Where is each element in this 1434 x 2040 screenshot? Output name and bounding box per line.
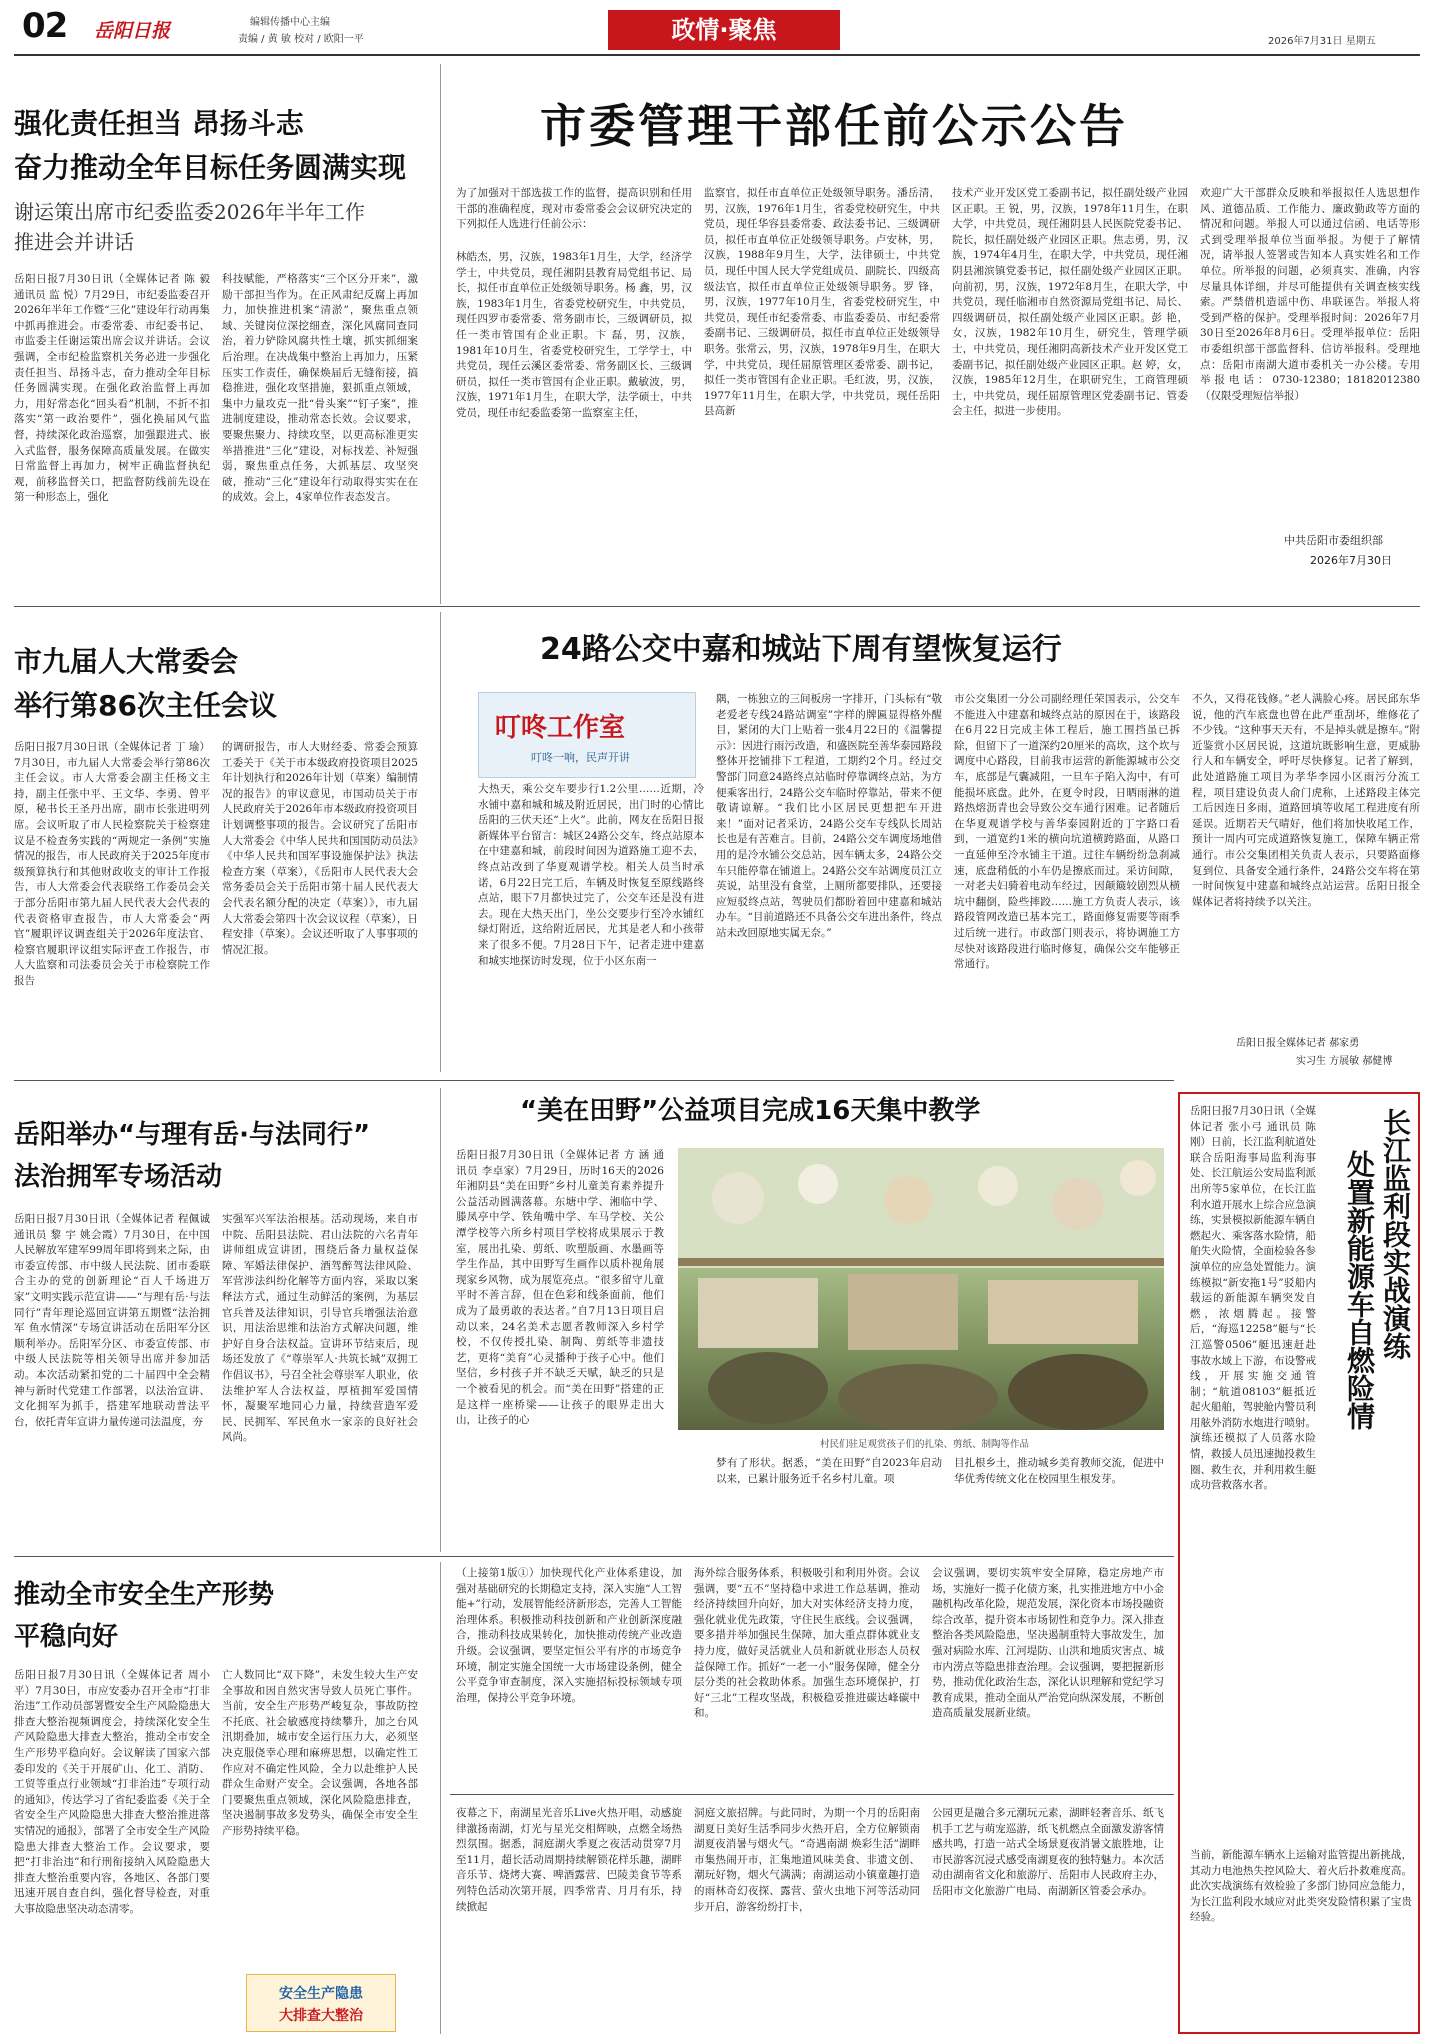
page-number: 02 [22,6,68,46]
a5-column: 不久，又得花钱修。”老人满脸心疼。居民邱东华说，他的汽车底盘也曾在此严重刮坏，维修花了不少钱。“这种事天天有，不是掉头就是擦车。”附近鉴赏小区居民说，这道坑既影响生意，更威胁行人和车辆安全，呼吁尽快修复。记者了解到，此处道路施工项目为孝华李园小区雨污分流工程，项目建设负责人俞门虎称，上述路段主体完工后因连日多雨，道路回填等收尾工程进度有所延误。近期若天气晴好，他们将加快收尾工作，预计一周内可完成道路恢复施工，保障车辆正常通行。市公交集团相关负责人表示，只要路面修复到位、具备安全通行条件，24路公交车将在第一时间恢复中建嘉和城终点站运营。岳阳日报全媒体记者将持续予以关注。 [1192,693,1420,908]
a9-title-line2: 平稳向好 [14,1622,119,1652]
a11-column-2: 洞庭文旅招牌。与此同时，为期一个月的岳阳南湖夏日美好生活季同步火热开启，全方位解锁南湖夏夜消暑与烟火气。“奇遇南湖 焕彩生活”湖畔市集热闹开市，汇集地道风味美食、非遗文创、潮玩好物，烟火气满满；南湖运动小镇童趣打造的雨林奇幻夜探、露营、萤火虫地下河等活动同步开启，游客纷纷打卡， [694,1807,920,1913]
a3-column-1: 岳阳日报7月30日讯（全媒体记者 丁 瑜）7月30日，市九届人大常委会举行第86次主任会议。市人大常委会副主任杨文主持，副主任张中平、王文华、李勇、曾平原，秘书长王圣丹出席，副市长张进明列席。会议听取了市人民检察院关于检察建议是不检查务实践的“两规定一条例”实施情况的报告，市人民政府关于2025年度市级预算执行和其他财政收支的审计工作报告，市人大常委会代表联络工作委员会关于部分岳阳市第九届人民代表大会代表的代表资格审查报告，市人大常委会“两官”履职评议调查组关于2026年度法官、检察官履职评议组实际评查工作报告，市人大监察和司法委员会关于市检察院工作报告 [14,741,210,987]
a4-column-logo [478,692,696,778]
a9-logo-line2: 大排查大整治 [279,2008,363,2024]
a8-column-1: 岳阳日报7月30日讯（全媒体记者 张小弓 通讯员 陈刚）日前，长江监利航道处联合岳阳海事局监利海事处、长江航运公安局监利派出所等5家单位，在长江监利水道开展水上综合应急演练，实景模拟新能源车辆自燃起火、乘客落水险情，船舶失火险情，全面检验各参演单位的应急处置能力。演练模拟“新安拖1号”驳船内载运的新能源车辆突发自燃，浓烟腾起。接警后，“海巡12258”艇与“长江巡警0506”艇迅速赶赴事故水域上下游，布设警戒线，开展实施交通管制；“航道08103”艇抵近起火船舶，驾驶舱内警员利用舷外消防水炮进行喷射。演练还模拟了人员落水险情，救援人员迅速抛投救生圈、救生衣，并利用救生艇成功营救落水者。 [1190,1105,1316,1492]
a6-column-2: 实强军兴军法治根基。活动现场，来自市中院、岳阳县法院、君山法院的六名青年讲师组成宣讲团，围绕后备力量权益保障、军婚法律保护、酒驾醉驾法律风险、军营涉法纠纷化解等方面内容，采取以案释法方式，通过生动鲜活的案例，为基层官兵普及法律知识，引导官兵增强法治意识，用法治思维和法治方式解决问题，维护好自身合法权益。宣讲环节结束后，现场还发放了《“尊崇军人·共筑长城”双拥工作倡议书》，号召全社会尊崇军人职业，依法维护军人合法权益，厚植拥军爱国情怀，凝聚军地同心力量，持续营造军爱民、民拥军、军民鱼水一家亲的良好社会风尚。 [222,1213,418,1444]
a7-column-2: 梦有了形状。据悉，“美在田野”自2023年启动以来，已累计服务近千名乡村儿童。项 [716,1457,942,1485]
a2-signature-org: 中共岳阳市委组织部 [1284,534,1383,547]
a9-logo-line1: 安全生产隐患 [279,1986,363,2002]
a2-signature-date: 2026年7月30日 [1310,554,1392,567]
a8-column-2: 当前，新能源车辆水上运输对监管提出新挑战，其动力电池热失控风险大、着火后扑救难度高。此次实战演练有效检验了多部门协同应急能力，为长江监利段水域应对此类突发险情积累了宝贵经验。 [1190,1849,1412,1924]
a9-column-1: 岳阳日报7月30日讯（全媒体记者 周小平）7月30日，市应安委办召开全市“打非治违”工作动员部署暨安全生产风险隐患大排查大整治视频调度会，持续深化安全生产风险隐患大排查大整治，推动全市安全生产形势平稳向好。会议解读了国家六部委印发的《关于开展矿山、化工、消防、工贸等重点行业领域“打非治违”专项行动的通知》，传达学习了省纪委监委《关于全省安全生产风险隐患大排查大整治推进落实情况的通报》，部署了全市安全生产风险隐患大排查大整治工作。会议要求，要把“打非治违”和行刑衔接纳入风险隐患大排查大整治重要内容，各地区、各部门要迅速开展自查自纠，强化督导检查，对重大事故隐患坚决动态清零。 [14,1669,210,1915]
editor-line: 编辑传播中心主编 [250,17,330,28]
a1-subtitle-line2: 推进会并讲话 [14,230,134,254]
a9-column-2: 亡人数同比“双下降”，未发生较大生产安全事故和因自然灾害导致人员死亡事件。当前，安全生产形势严峻复杂，事故防控不托底、社会敏感度持续攀升，加之台风汛期叠加，城市安全运行压力大，必须坚决克服侥幸心理和麻痹思想，以确定性工作应对不确定性风险，全力以赴维护人民群众生命财产安全。会议强调，各地各部门要聚焦重点领域，深化风险隐患排查，坚决遏制事故多发势头，确保全市安全生产形势持续平稳。 [222,1669,418,1837]
a5-credit-line2: 实习生 方展敏 郝健博 [1296,1056,1393,1067]
a3-column-2: 的调研报告，市人大财经委、常委会预算工委关于《关于市本级政府投资项目2025年计划执行和2026年计划（草案）编制情况的报告》的审议意见，市国动员关于市人民政府关于2026年市本级政府投资项目计划调整事项的报告。会议研究了岳阳市人大常委会《中华人民共和国国防动员法》《中华人民共和国军事设施保护法》执法检查方案（草案），《岳阳市人民代表大会常务委员会关于岳阳市第十届人民代表大会代表名额分配的决定（草案）》，市九届人大常委会第四十次会议议程（草案），日程安排（草案）。会议还听取了人事事项的情况汇报。 [222,741,418,956]
a2-title: 市委管理干部任前公示公告 [540,99,1128,153]
a7-photo-caption: 村民们驻足观赏孩子们的扎染、剪纸、制陶等作品 [820,1439,1030,1450]
divider [14,1080,1174,1081]
a5-credit-line1: 岳阳日报全媒体记者 郝家勇 [1236,1038,1360,1049]
a4-title: 24路公交中嘉和城站下周有望恢复运行 [540,632,1062,667]
a1-title-line2: 奋力推动全年目标任务圆满实现 [14,151,407,184]
divider [440,1562,441,2034]
a10-column-1: （上接第1版①）加快现代化产业体系建设，加强对基础研究的长期稳定支持，深入实施“人工智能+”行动，发展智能经济新形态，完善人工智能治理体系。积极推动科技创新和产业创新深度融合，推动科技成果转化，加快推动传统产业改造升级。会议强调，要坚定恒公平有序的市场竞争环境，制定实施全国统一大市场建设条例，健全公平竞争审查制度，深入实施招标投标领域专项治理，保持公平竞争环境。 [456,1567,682,1704]
divider [14,606,1420,607]
a11-column-1: 夜幕之下，南湖星光音乐Live火热开唱，动感旋律激扬南湖，灯光与星光交相辉映，点燃全场热烈氛围。据悉，洞庭湖火季夏之夜活动贯穿7月至11月，超长活动周期持续解锁花样乐趣，湖畔音乐节、烧烤大赛、啤酒露营、巴陵美食节等系列特色活动次第开展，四季常青、月月有乐，持续掀起 [456,1807,682,1913]
staff-line: 责编 / 黄 敏 校对 / 欧阳一平 [238,34,364,45]
a4-column-1: 大热天，乘公交车要步行1.2公里……近期，冷水铺中嘉和城和城及附近居民，出门时的心情比岳阳的三伏天还“上火”。此前，网友在岳阳日报新媒体平台留言：城区24路公交车，终点站原本在中建嘉和城，前段时间因为道路施工迎不去，终点站改到了华夏观谱学校。相关人员当时承诺，6月22日完工后，车辆及时恢复至原线路终点站，眼下7月都快过完了，公交车还是没有进去。现在大热天出门，坐公交要步行至冷水铺红绿灯附近，这给附近居民，尤其是老人和小孩带来了很多不便。7月28日下午，记者走进中建嘉和城实地探访时发现，位于小区东南一 [478,783,704,967]
divider [440,64,441,604]
a10-column-2: 海外综合服务体系，积极吸引和利用外资。会议强调，要“五不”坚持稳中求进工作总基调，推动经济持续回升向好，加大对实体经济支持力度，强化就业优先政策，守住民生底线。会议强调，要多措并举加强民生保障，加大重点群体就业支持力度，做好灵活就业人员和新就业形态人员权益保障工作。抓好“一老一小”服务保障，健全分层分类的社会救助体系。加强生态环境保护，打好“三北”工程攻坚战，积极稳妥推进碳达峰碳中和。 [694,1567,920,1720]
issue-date: 2026年7月31日 星期五 [1268,36,1376,47]
a9-title-line1: 推动全市安全生产形势 [14,1580,275,1610]
a1-column-1: 岳阳日报7月30日讯（全媒体记者 陈 毅 通讯员 监 悦）7月29日，市纪委监委召开2026年半年工作暨“三化”建设年行动再集中抓再推进会。市委常委、市纪委书记、市监委主任谢运策出席会议并讲话。会议强调，全市纪检监察机关务必进一步强化责任担当、昂扬斗志，奋力推动全年目标任务圆满实现。在强化政治监督上再加力，用好常态化“回头看”机制，不折不扣落实“第一政治要件”，强化换届风气监督，持续深化政治巡察，加强跟进式、嵌入式监督，服务保障高质量发展。在做实日常监督上再加力，树牢正确监督执纪观，前移监督关口，把监督防线前先设在第一种形态上，强化 [14,273,210,504]
a7-title: “美在田野”公益项目完成16天集中教学 [520,1096,981,1126]
a10-column-3: 会议强调，要切实筑牢安全屏障，稳定房地产市场，实施好一揽子化债方案，扎实推进地方中小金融机构改革化险，规范发展，深化资本市场投融资综合改革，提升资本市场韧性和竞争力。深入排查整治各类风险隐患，坚决遏制重特大事故发生，加强对病险水库、江河堤防、山洪和地质灾害点、城市内涝点等隐患排查治理。会议强调，要把握新形势，推动优化政治生态，深化认识理解和党纪学习教育成果，推动全面从严治党向纵深发展，不断创造高质量发展新业绩。 [932,1567,1164,1720]
divider [14,1556,1174,1557]
a2-column-4: 欢迎广大干部群众反映和举报拟任人选思想作风、道德品质、工作能力、廉政勤政等方面的情况和问题。举报人可以通过信函、电话等形式到受理举报单位当面举报。为便于了解情况，请举报人签署或告知本人真实姓名和工作单位。所举报的问题，必须真实、准确，内容尽量具体详细，并尽可能提供有关调查核实线索。严禁借机造谣中伤、串联诬告。举报人将受到严格的保护。受理举报时间：2026年7月30日至2026年8月6日。受理举报单位：岳阳市委组织部干部监督科、信访举报科。受理地点：岳阳市南湖大道市委机关一办公楼。专用举报电话：0730-12380；18182012380（仅限受理短信举报） [1200,187,1420,402]
a2-column-3: 技术产业开发区党工委副书记，拟任副处级产业园区正职。王 锐，男，汉族，1978年11月生，在职大学，中共党员，现任湘阴县人民医院党委书记、院长，拟任副处级产业园区正职。焦志勇，男，汉族，1974年4月生，在职大学，中共党员，现任湘阴县湘滨镇党委书记，拟任副处级产业园区正职。向前初，男，汉族，1972年8月生，在职大学，中共党员，现任临湘市自然资源局党组书记、局长、四级调研员，拟任副处级产业园区正职。彭 艳，女，汉族，1982年10月生，研究生，管理学硕士，中共党员，现任湘阴高新技术产业开发区党工委副书记，拟任副处级产业园区正职。赵 婷，女，汉族，1985年12月生，在职研究生，工商管理硕士，中共党员，现任屈原管理区党委副书记、管委会主任，拟进一步使用。 [952,187,1188,418]
section-banner: 政情·聚焦 [608,10,840,50]
divider [440,1088,441,1552]
a6-title-line1: 岳阳举办“与理有岳·与法同行” [14,1120,371,1150]
a4-logo-subtitle: 叮咚一响，民声开讲 [531,751,630,764]
a6-title-line2: 法治拥军专场活动 [14,1162,223,1192]
a4-column-3: 市公交集团一分公司副经理任荣国表示，公交车不能进入中建嘉和城终点站的原因在于，该路段在6月22日完成主体工程后，施工围挡虽已拆除，但留下了一道深约20厘米的高坎，这个坎与调度中心路段，目前我市运营的新能源城市公交车，底部是气囊减阻，一旦车子陷入沟中，有可能损坏底盘。此外，在夏令时段，日晒雨淋的道路热熔沥青也会导致公交车通行困难。记者随后在华夏观谱学校与善华泰园附近的丁字路口看到，一道宽约1米的横向坑道横跨路面，从路口一直延伸至冷水铺主干道。过往车辆纷纷急刹减速，底盘稍低的小车仍是擦底而过。采访间隙，一对老夫妇骑着电动车经过，因颠簸较剧烈从横坑中翻倒，险些摔跤……施工方负责人表示，该路段管网改造已基本完工，路面修复需要等雨季过后统一进行。市政部门则表示，将协调施工方尽快对该路段进行临时修复，确保公交车能够正常通行。 [954,693,1180,971]
a9-logo [246,1974,396,2032]
masthead-rule [14,54,1420,56]
a8-title: 长江监利段实战演练 [1379,1108,1412,1360]
a3-title-line1: 市九届人大常委会 [14,645,239,678]
a7-column-3: 目扎根乡土，推动城乡美育教师交流，促进中华优秀传统文化在校园里生根发芽。 [954,1457,1164,1485]
a2-column-1: 林皓杰，男，汉族，1983年1月生，大学，经济学学士，中共党员，现任湘阴县教育局党组书记、局长，拟任市直单位正处级领导职务。杨 鑫，男，汉族，1983年1月生，省委党校研究生，中共党员，现任四罗市委常委、常务副市长，三级调研员，拟任一类市管国有企业正职。卞 磊，男，汉族，1981年10月生，省委党校研究生，工学学士，中共党员，现任云溪区委常委、常务副区长、三级调研员，拟任一类市管国有企业正职。戴敏波，男，汉族，1971年1月生，在职大学，法学硕士，中共党员，现任市纪委监委第一监察室主任， [456,251,692,419]
a6-column-1: 岳阳日报7月30日讯（全媒体记者 程佩诚 通讯员 黎 宇 姚会霞）7月30日，在中国人民解放军建军99周年即将到来之际，由市委宣传部、市中级人民法院、团市委联合主办的党的创新理论“百人千场进万家”文明实践示范宣讲——“与理有岳·与法同行”青年理论巡回宣讲第五期暨“法治拥军 鱼水情深”专场宣讲活动在岳阳军分区顺利举办。岳阳军分区、市委宣传部、市中级人民法院等相关领导出席并参加活动。本次活动紧扣党的二十届四中全会精神与新时代党建工作部署，以法治宣讲、文化拥军为抓手，搭建军地联动普法平台，依托青年宣讲力量传递司法温度，夯 [14,1213,210,1428]
a7-column-1: 岳阳日报7月30日讯（全媒体记者 方 涵 通讯员 李卓家）7月29日，历时16天的2026年湘阴县“美在田野”乡村儿童美育素养提升公益活动圆满落幕。东塘中学、湘临中学、滕凤亭中学、铁角嘴中学、车马学校、关公潭学校等六所乡村项目学校将成果展示于教室，展出扎染、剪纸、吹塑版画、水墨画等学生作品，其中田野写生画作以质朴视角展现家乡风物，成为展览亮点。“很多留守儿童平时不善言辞，但在色彩和线条面前，他们成为了最勇敢的表达者。”自7月13日项目启动以来，24名美术志愿者教师深入乡村学校，不仅传授扎染、制陶、剪纸等非遗技艺，更将“美育”心灵播种于孩子心中。他们坚信，乡村孩子并不缺乏天赋，缺乏的只是一个被看见的机会。而“美在田野”搭建的正是这样一座桥梁——让孩子的眼界走出大山，让孩子的心 [456,1149,664,1427]
a1-column-2: 科技赋能，严格落实“三个区分开来”，激励干部担当作为。在正风肃纪反腐上再加力，加快推进机案“清淤”，聚焦重点领域、关键岗位深挖细查，深化风腐同查同治，着力铲除风腐共性土壤，抓实抓细案后治理。在决战集中整治上再加力，压紧压实工作责任，确保焕届后无缝衔接，搞稳推进，强化攻坚措施，狠抓重点领域，集中力量攻克一批“骨头案”“钉子案”，推进制度建设，推动常态长效。会议要求，要聚焦聚力、持续攻坚，以更高标准更实举措推进“三化”建设，对标找差、补短强弱，聚焦重点任务，大抓基层、攻坚突破，推动“三化”建设年行动取得实实在在的成效。会上，4家单位作表态发言。 [222,273,418,504]
a4-logo-title: 叮咚工作室 [495,713,626,743]
a1-subtitle-line1: 谢运策出席市纪委监委2026年半年工作 [14,200,365,224]
paper-logo: 岳阳日报 [94,20,171,42]
a1-title-line1: 强化责任担当 昂扬斗志 [14,107,304,140]
a7-photo [678,1148,1164,1430]
a4-column-2: 隅，一栋独立的三间板房一字排开，门头标有“敬老爱老专线24路站调室”字样的牌匾显得格外醒目，紧闭的大门上贴着一张4月22日的《温馨提示》：因进行雨污改造，和盛医院至善华泰园路段整体开挖铺排下工程道，工期约2个月。经过交警部门同意24路终点站临时停靠调终点站，为方便乘客出行，24路公交车临时停靠站，带来不便敬请谅解。“我们比小区居民更想把车开进来！”面对记者采访，24路公交车专线队长周站长也是有苦难言。目前，24路公交车调度场地借用的是冷水铺公交总站，因车辆太多，24路公交车只能停靠在铺道上。24路公交车站调度员江立英说，站里没有食堂，上厕所都要排队，还要接应短驳终点站，驾驶员们都盼着回中建嘉和城站办车。“目前道路还不具备公交车进出条件，终点站未改回原地实属无奈。” [716,693,942,939]
a2-intro: 为了加强对干部选拔工作的监督，提高识别和任用干部的准确程度，现对市委常委会会议研究决定的下列拟任人选进行任前公示： [456,187,692,231]
a11-column-3: 公园更是融合多元潮玩元素，湖畔轻奢音乐、纸飞机手工艺与萌宠巡游，纸飞机燃点全面激发游客情感共鸣，打造一站式全场景夏夜消暑文旅胜地，让市民游客沉浸式感受南湖夏夜的独特魅力。本次活动由湖南省文化和旅游厅、岳阳市人民政府主办，岳阳市文化旅游广电局、南湖新区管委会承办。 [932,1807,1164,1897]
a3-title-line2: 举行第86次主任会议 [14,689,277,722]
a8-title-line2: 处置新能源车自燃险情 [1343,1150,1376,1430]
divider [450,1794,1174,1795]
divider [440,612,441,1072]
a2-column-2: 监察官，拟任市直单位正处级领导职务。潘岳清，男，汉族，1976年1月生，省委党校研究生，中共党员，现任华容县委常委、政法委书记、三级调研员，拟任市直单位正处级领导职务。卢安林，男，汉族，1988年9月生，大学，法律硕士，中共党员，现任中国人民大学党组成员、副院长、四级高级法官，拟任市直单位正处级领导职务。罗 锋，男，汉族，1977年10月生，省委党校研究生，中共党员，现任市纪委常委、市监委委员、市纪委常委副书记、三级调研员，拟任市直单位正处级领导职务。张常云，男，汉族，1978年9月生，在职大学，中共党员，现任屈原管理区委常委、副书记，拟任一类市管国有企业正职。毛红波，男，汉族，1977年11月生，在职大学，中共党员，现任岳阳县高新 [704,187,940,418]
a7-photo-graphic [678,1148,1164,1430]
